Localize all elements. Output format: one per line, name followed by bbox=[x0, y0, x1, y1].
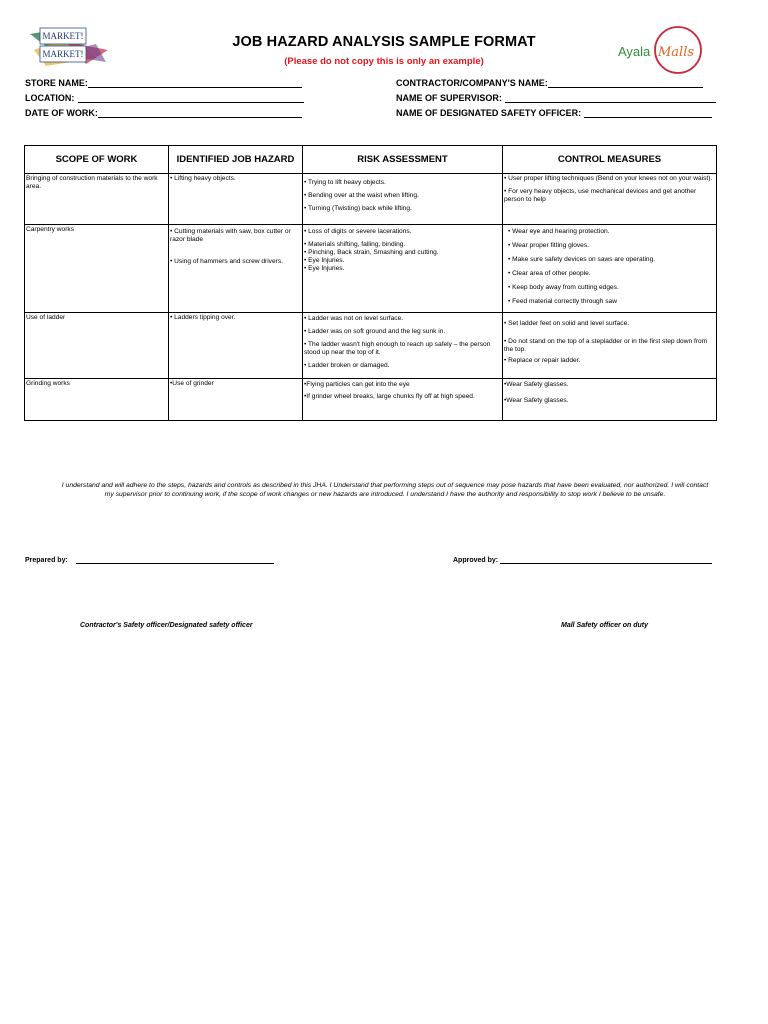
risk-cell bbox=[303, 313, 503, 379]
contractor-field bbox=[396, 78, 703, 88]
risk-item: • Loss of digits or severe lacerations. bbox=[304, 228, 412, 235]
hazard-cell bbox=[169, 225, 303, 313]
header-risk-assessment: RISK ASSESSMENT bbox=[303, 146, 503, 174]
prepared-by-label: Prepared by: bbox=[25, 557, 68, 564]
risk-item: •If grinder wheel breaks, large chunks fly off at high speed. bbox=[304, 393, 475, 400]
store-name-field bbox=[25, 78, 302, 88]
control-item: •Wear Safety glasses. bbox=[504, 381, 569, 388]
store-name-line bbox=[88, 79, 302, 88]
scope-text: Carpentry works bbox=[26, 226, 75, 233]
hazard-item: • Using of hammers and screw drivers. bbox=[170, 258, 283, 265]
risk-item: • The ladder wasn't high enough to reach up safely – the person stood up near the top of it. bbox=[304, 341, 491, 356]
risk-item: • Pinching, Back strain, Smashing and cutting. bbox=[304, 249, 439, 256]
hazard-item: • Cutting materials with saw, box cutter or razor blade bbox=[170, 228, 291, 243]
control-item: • Wear eye and hearing protection. bbox=[508, 228, 610, 235]
scope-text: Use of ladder bbox=[26, 314, 66, 321]
hazard-item: • Ladders tipping over. bbox=[170, 314, 236, 321]
scope-text: Bringing of construction materials to the work area. bbox=[26, 175, 158, 190]
scope-text: Grinding works bbox=[26, 380, 70, 387]
control-item: • User proper lifting techniques (Bend on your knees not on your waist). bbox=[504, 175, 713, 182]
control-cell bbox=[503, 379, 717, 421]
control-cell bbox=[503, 174, 717, 225]
risk-cell bbox=[303, 379, 503, 421]
control-item: • Feed material correctly through saw bbox=[508, 298, 617, 305]
supervisor-label: NAME OF SUPERVISOR: bbox=[396, 93, 502, 103]
svg-text:MARKET!: MARKET! bbox=[42, 31, 84, 41]
table-header-row bbox=[25, 146, 717, 174]
control-item: • Wear proper fitting gloves. bbox=[508, 242, 589, 249]
control-item: • Keep body away from cutting edges. bbox=[508, 284, 619, 291]
control-cell bbox=[503, 225, 717, 313]
scope-cell bbox=[25, 225, 169, 313]
prepared-role: Contractor's Safety officer/Designated safety officer bbox=[80, 622, 253, 629]
risk-cell bbox=[303, 174, 503, 225]
approved-by-label: Approved by: bbox=[453, 557, 499, 564]
header-identified-job-hazard: IDENTIFIED JOB HAZARD bbox=[169, 146, 303, 174]
risk-item: •Flying particles can get into the eye bbox=[304, 381, 410, 388]
document-title: JOB HAZARD ANALYSIS SAMPLE FORMAT bbox=[232, 34, 536, 50]
date-of-work-label: DATE OF WORK: bbox=[25, 108, 98, 118]
table-row bbox=[25, 313, 717, 379]
control-item: • For very heavy objects, use mechanical devices and get another person to help bbox=[504, 188, 697, 203]
risk-item: • Ladder was on soft ground and the leg sunk in. bbox=[304, 328, 446, 335]
svg-text:MARKET!: MARKET! bbox=[42, 49, 84, 59]
svg-text:Ayala: Ayala bbox=[618, 44, 651, 59]
risk-item: • Ladder was not on level surface. bbox=[304, 315, 404, 322]
control-item: • Clear area of other people. bbox=[508, 270, 591, 277]
safety-officer-label: NAME OF DESIGNATED SAFETY OFFICER: bbox=[396, 108, 582, 118]
prepared-by-field bbox=[25, 556, 274, 564]
ayala-malls-logo bbox=[612, 24, 708, 76]
scope-cell bbox=[25, 379, 169, 421]
table-row bbox=[25, 225, 717, 313]
scope-cell bbox=[25, 174, 169, 225]
risk-item: • Turning (Twisting) back while lifting. bbox=[304, 205, 412, 212]
table-row bbox=[25, 174, 717, 225]
scope-cell bbox=[25, 313, 169, 379]
prepared-by-line bbox=[76, 556, 274, 564]
risk-item: • Eye Injuries. bbox=[304, 257, 345, 264]
risk-item: • Eye Injuries. bbox=[304, 265, 345, 272]
contractor-line bbox=[548, 79, 703, 88]
approved-by-line bbox=[500, 556, 712, 564]
risk-item: • Bending over at the waist when lifting. bbox=[304, 192, 419, 199]
supervisor-field bbox=[396, 93, 716, 103]
risk-item: • Materials shifting, falling, binding. bbox=[304, 241, 406, 248]
hazard-item: •Use of grinder bbox=[170, 380, 214, 387]
control-cell bbox=[503, 313, 717, 379]
safety-officer-field bbox=[396, 108, 712, 118]
risk-cell bbox=[303, 225, 503, 313]
date-of-work-field bbox=[25, 108, 302, 118]
document-subtitle: (Please do not copy this is only an example) bbox=[284, 56, 484, 67]
hazard-cell bbox=[169, 379, 303, 421]
supervisor-line bbox=[505, 94, 716, 103]
hazard-cell bbox=[169, 313, 303, 379]
jha-table bbox=[24, 145, 717, 421]
approved-role: Mall Safety officer on duty bbox=[561, 622, 648, 629]
location-field bbox=[25, 93, 304, 103]
risk-item: • Ladder broken or damaged. bbox=[304, 362, 390, 369]
control-item: • Do not stand on the top of a stepladder or in the first step down from the top. bbox=[504, 338, 708, 353]
control-item: • Replace or repair ladder. bbox=[504, 357, 581, 364]
hazard-cell bbox=[169, 174, 303, 225]
control-item: •Wear Safety glasses. bbox=[504, 397, 569, 404]
location-label: LOCATION: bbox=[25, 93, 75, 103]
header-control-measures: CONTROL MEASURES bbox=[503, 146, 717, 174]
store-name-label: STORE NAME: bbox=[25, 78, 88, 88]
contractor-label: CONTRACTOR/COMPANY'S NAME: bbox=[396, 78, 548, 88]
acknowledgement-statement: I understand and will adhere to the steps, hazards and controls as described in this JHA. I Understand that performing steps out of sequence may pose hazards that have been evaluated, nor authorized. I will contact my supervisor prior to continuing work, if the scope of work changes or new hazards are introduced. I understand I have the authority and responsibility to stop work I believe to be unsafe. bbox=[61, 482, 709, 498]
hazard-item: • Lifting heavy objects. bbox=[170, 175, 236, 182]
header-scope-of-work: SCOPE OF WORK bbox=[25, 146, 169, 174]
control-item: • Set ladder feet on solid and level surface. bbox=[504, 320, 630, 327]
risk-item: • Trying to lift heavy objects. bbox=[304, 179, 386, 186]
approved-by-field bbox=[453, 556, 712, 564]
location-line bbox=[78, 94, 304, 103]
safety-officer-line bbox=[584, 109, 712, 118]
table-row bbox=[25, 379, 717, 421]
svg-text:Malls: Malls bbox=[658, 45, 695, 60]
control-item: • Make sure safety devices on saws are operating. bbox=[508, 256, 656, 263]
date-of-work-line bbox=[98, 109, 302, 118]
